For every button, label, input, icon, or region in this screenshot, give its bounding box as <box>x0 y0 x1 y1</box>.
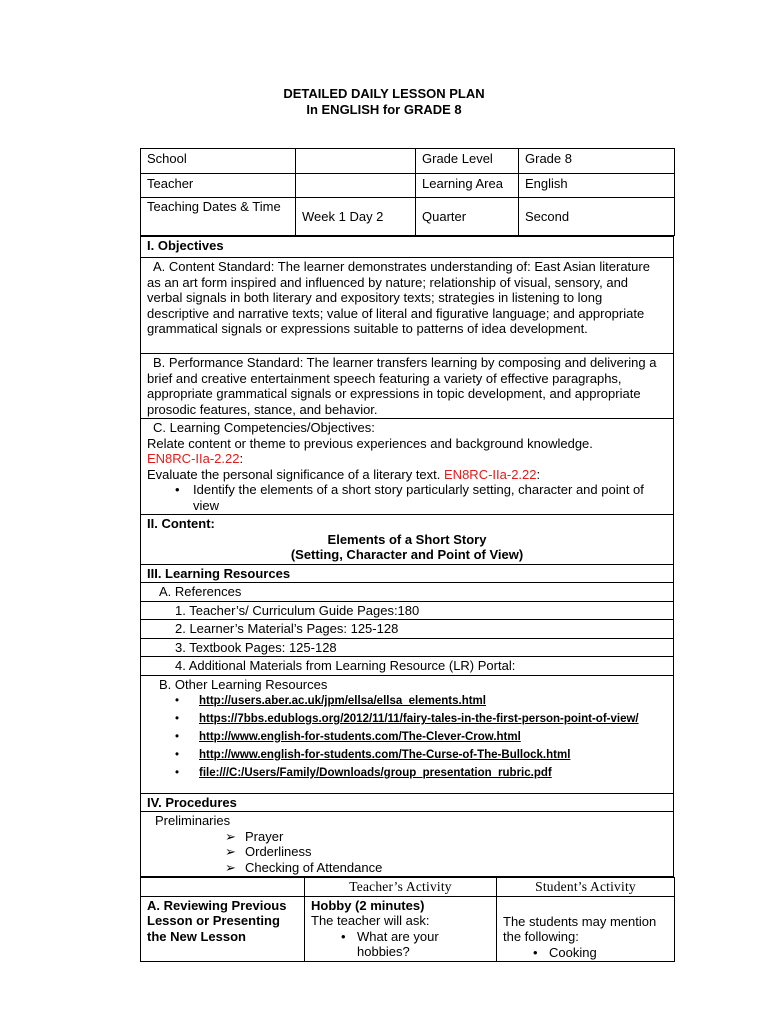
teacher-activity-header: Teacher’s Activity <box>305 878 497 897</box>
resource-link[interactable]: • http://www.english-for-students.com/The-Clever-Crow.html <box>147 728 667 746</box>
competency-1: Relate content or theme to previous experiences and background knowledge. <box>147 435 593 451</box>
objectives-heading: I. Objectives <box>141 237 674 258</box>
school-value <box>296 149 416 174</box>
quarter-label: Quarter <box>416 198 519 236</box>
lesson-plan-document <box>140 148 674 962</box>
procedure-step-header <box>141 878 305 897</box>
competency-2: Evaluate the personal significance of a literary text. EN8RC-IIa-2.22: <box>147 466 541 482</box>
student-activity-header: Student’s Activity <box>497 878 675 897</box>
arrow-icon: ➢ <box>225 828 236 844</box>
content-section <box>141 515 674 565</box>
title-line-1: DETAILED DAILY LESSON PLAN <box>283 86 485 101</box>
step-a-label: A. Reviewing Previous Lesson or Presenting the New Lesson <box>141 896 305 962</box>
performance-standard-text: B. Performance Standard: The learner transfers learning by composing and delivering a brief and creative entertainment speech featuring a variety of effective paragraphs, appropriate grammatical signals or expressions in topic development, and appropriate prosodic features, stance, and behavior. <box>147 355 657 417</box>
content-standard <box>141 258 674 354</box>
body-table <box>140 236 674 877</box>
teacher-activity-cell <box>305 896 497 962</box>
preliminary-item: ➢ Orderliness <box>225 844 312 859</box>
resource-link[interactable]: • http://users.aber.ac.uk/jpm/ellsa/ellsa_elements.html <box>147 692 667 710</box>
competency-1-code: EN8RC-IIa-2.22: <box>147 451 244 466</box>
quarter-value: Second <box>519 198 675 236</box>
resource-link[interactable]: • http://www.english-for-students.com/The-Curse-of-The-Bullock.html <box>147 746 667 764</box>
teaching-dates-value: Week 1 Day 2 <box>296 198 416 236</box>
students-may: The students may mention the following: <box>503 913 657 944</box>
references-heading: A. References <box>141 583 674 602</box>
hobby-title: Hobby (2 minutes) <box>311 897 425 913</box>
preliminaries <box>141 812 674 877</box>
teacher-question: • What are your hobbies? <box>311 929 490 960</box>
objective-bullet: • Identify the elements of a short story particularly setting, character and point of view <box>147 482 667 513</box>
preliminary-item: ➢ Prayer <box>225 828 284 844</box>
reference-1: 1. Teacher’s/ Curriculum Guide Pages:180 <box>141 601 674 620</box>
teacher-ask: The teacher will ask: <box>311 913 430 928</box>
teacher-value <box>296 174 416 198</box>
grade-level-label: Grade Level <box>416 149 519 174</box>
competencies-heading: C. Learning Competencies/Objectives: <box>153 420 375 435</box>
student-activity-cell <box>497 896 675 962</box>
content-topic-line-2: (Setting, Character and Point of View) <box>290 547 524 562</box>
reference-3: 3. Textbook Pages: 125-128 <box>141 638 674 657</box>
preliminaries-label: Preliminaries <box>155 813 231 828</box>
other-resources <box>141 675 674 793</box>
other-resources-heading: B. Other Learning Resources <box>159 676 328 692</box>
procedures-table <box>140 877 675 962</box>
school-label: School <box>141 149 296 174</box>
resource-links <box>147 692 667 782</box>
learning-area-value: English <box>519 174 675 198</box>
reference-2: 2. Learner’s Material’s Pages: 125-128 <box>141 620 674 639</box>
resource-link[interactable]: • https://7bbs.edublogs.org/2012/11/11/fairy-tales-in-the-first-person-point-of-view/ <box>147 710 667 728</box>
learning-competencies <box>141 419 674 515</box>
teaching-dates-label: Teaching Dates & Time <box>141 198 296 236</box>
performance-standard <box>141 354 674 419</box>
arrow-icon: ➢ <box>225 859 236 875</box>
learning-area-label: Learning Area <box>416 174 519 198</box>
title-line-2: In ENGLISH for GRADE 8 <box>306 102 462 117</box>
arrow-icon: ➢ <box>225 844 236 859</box>
header-table <box>140 148 675 236</box>
student-item: • Cooking <box>503 945 668 961</box>
document-title <box>0 86 768 118</box>
content-topic-line-1: Elements of a Short Story <box>327 531 487 547</box>
resource-link[interactable]: • file:///C:/Users/Family/Downloads/group_presentation_rubric.pdf <box>147 764 667 782</box>
content-heading: II. Content: <box>147 516 215 531</box>
resources-heading: III. Learning Resources <box>141 564 674 583</box>
procedures-heading: IV. Procedures <box>141 793 674 812</box>
content-standard-text: A. Content Standard: The learner demonstrates understanding of: East Asian literature as an art form inspired and influenced by nature; relationship of visual, sensory, and verbal signals in both literary and expository texts; strategies in listening to long descriptive and narrative texts; value of literal and figurative language; and appropriate grammatical signals or expressions suitable to patterns of idea development. <box>147 259 650 336</box>
preliminaries-list <box>147 829 667 876</box>
preliminary-item: ➢ Checking of Attendance <box>225 859 383 875</box>
reference-4: 4. Additional Materials from Learning Resource (LR) Portal: <box>141 657 674 676</box>
teacher-label: Teacher <box>141 174 296 198</box>
grade-level-value: Grade 8 <box>519 149 675 174</box>
